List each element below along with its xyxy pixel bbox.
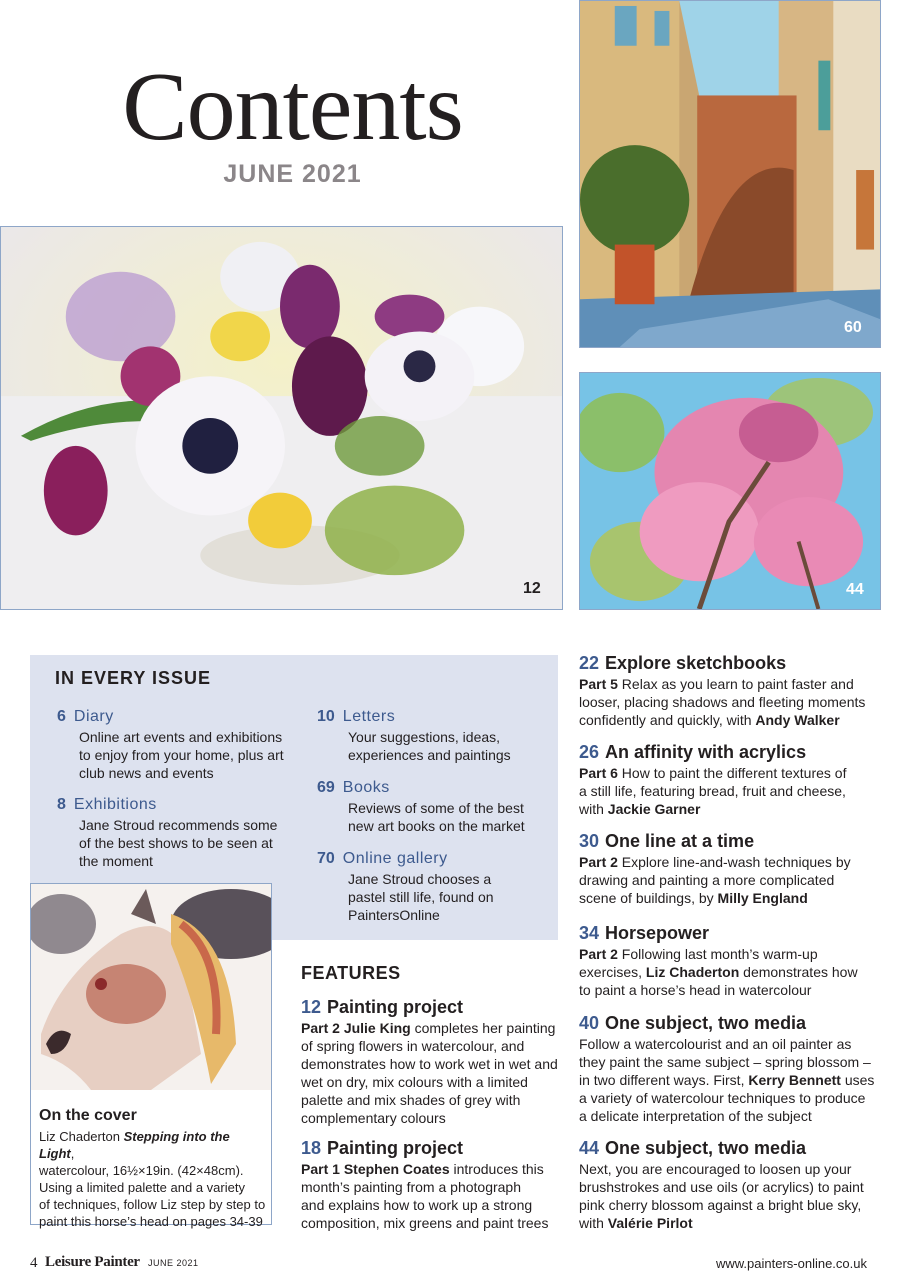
- feature-page-number: 26: [579, 742, 600, 762]
- features-heading: FEATURES: [301, 963, 401, 983]
- issue-item-label: Letters: [342, 708, 396, 725]
- feature-desc-line: exercises, Liz Chaderton demonstrates how: [579, 964, 858, 980]
- feature-desc-line: Part 2 Following last month’s warm-up: [579, 946, 818, 962]
- feature-title: Painting project: [327, 997, 464, 1017]
- feature-article[interactable]: [579, 652, 879, 729]
- cover-caption-line: paint this horse’s head on pages 34-39: [39, 1214, 263, 1229]
- cover-caption-line: watercolour, 16½×19in. (42×48cm).: [39, 1163, 244, 1178]
- feature-title: One subject, two media: [605, 1013, 807, 1033]
- cover-caption-line: ,: [70, 1146, 75, 1161]
- cover-artist: Liz Chaderton: [39, 1129, 120, 1144]
- issue-item-exhibitions[interactable]: [57, 795, 297, 870]
- issue-item-letters[interactable]: [317, 707, 552, 764]
- issue-item-label: Diary: [73, 708, 114, 725]
- issue-item-label: Online gallery: [342, 850, 448, 867]
- flowers-page-number: 12: [523, 580, 541, 597]
- feature-desc-line: in two different ways. First, Kerry Bennett uses: [579, 1072, 875, 1088]
- issue-item-desc: of the best shows to be seen at: [79, 835, 273, 851]
- feature-desc-line: with Valérie Pirlot: [579, 1215, 693, 1231]
- issue-item-number: 10: [317, 708, 335, 725]
- issue-item-desc: club news and events: [79, 765, 214, 781]
- feature-desc-line: Follow a watercolourist and an oil painter as: [579, 1036, 852, 1052]
- feature-desc-line: with Jackie Garner: [579, 801, 701, 817]
- issue-item-desc: Online art events and exhibitions: [79, 729, 283, 745]
- issue-item-number: 69: [317, 779, 335, 796]
- issue-item-desc: new art books on the market: [348, 818, 525, 834]
- feature-desc-line: composition, mix greens and paint trees: [301, 1215, 549, 1231]
- footer-brand: Leisure Painter: [45, 1254, 140, 1270]
- feature-page-number: 12: [301, 997, 322, 1017]
- feature-article[interactable]: [301, 996, 563, 1127]
- issue-item-desc: Your suggestions, ideas,: [348, 729, 501, 745]
- feature-page-number: 34: [579, 923, 600, 943]
- feature-desc-line: and explains how to work up a strong: [301, 1197, 533, 1213]
- feature-heading: [579, 1012, 879, 1034]
- feature-article[interactable]: [579, 1012, 879, 1125]
- feature-title: Explore sketchbooks: [605, 653, 787, 673]
- feature-page-number: 30: [579, 831, 600, 851]
- feature-desc-line: Part 2 Explore line-and-wash techniques by: [579, 854, 851, 870]
- feature-desc-line: to paint a horse’s head in watercolour: [579, 982, 812, 998]
- feature-desc-line: month’s painting from a photograph: [301, 1179, 521, 1195]
- street-painting: [579, 0, 881, 348]
- feature-desc-line: of spring flowers in watercolour, and: [301, 1038, 525, 1054]
- feature-article[interactable]: [579, 922, 879, 999]
- issue-item-number: 8: [57, 796, 66, 813]
- feature-title: Horsepower: [605, 923, 710, 943]
- feature-page-number: 18: [301, 1138, 322, 1158]
- feature-desc-line: palette and mix shades of grey with: [301, 1092, 521, 1108]
- cover-caption: [39, 1128, 267, 1230]
- issue-item-online-gallery[interactable]: [317, 849, 552, 924]
- feature-heading: [579, 1137, 879, 1159]
- issue-item-number: 6: [57, 708, 66, 725]
- page-title: Contents: [122, 53, 463, 161]
- issue-item-desc: the moment: [79, 853, 153, 869]
- issue-item-desc: experiences and paintings: [348, 747, 511, 763]
- cover-work-title: Stepping into the Light: [39, 1129, 230, 1161]
- feature-desc-line: Part 2 Julie King completes her painting: [301, 1020, 556, 1036]
- feature-heading: [579, 830, 879, 852]
- feature-title: Painting project: [327, 1138, 464, 1158]
- street-page-number: 60: [844, 319, 862, 336]
- issue-item-desc: to enjoy from your home, plus art: [79, 747, 284, 763]
- cover-heading: On the cover: [39, 1107, 137, 1124]
- feature-desc-line: Part 1 Stephen Coates introduces this: [301, 1161, 544, 1177]
- issue-item-desc: Reviews of some of the best: [348, 800, 524, 816]
- feature-desc-line: wet on dry, mix colours with a limited: [301, 1074, 528, 1090]
- feature-page-number: 22: [579, 653, 600, 673]
- feature-title: One subject, two media: [605, 1138, 807, 1158]
- feature-desc-line: Next, you are encouraged to loosen up your: [579, 1161, 852, 1177]
- issue-item-desc: pastel still life, found on: [348, 889, 494, 905]
- feature-title: An affinity with acrylics: [605, 742, 807, 762]
- feature-title: One line at a time: [605, 831, 755, 851]
- feature-desc-line: drawing and painting a more complicated: [579, 872, 835, 888]
- feature-heading: [301, 996, 563, 1018]
- footer-url[interactable]: www.painters-online.co.uk: [715, 1256, 867, 1271]
- feature-desc-line: Part 5 Relax as you learn to paint faster and: [579, 676, 854, 692]
- feature-desc-line: a variety of watercolour techniques to produce: [579, 1090, 866, 1106]
- feature-heading: [579, 741, 879, 763]
- horse-painting: [31, 884, 271, 1090]
- feature-article[interactable]: [579, 1137, 879, 1232]
- feature-page-number: 44: [579, 1138, 600, 1158]
- cover-caption-line: Using a limited palette and a variety: [39, 1180, 245, 1195]
- feature-desc-line: they paint the same subject – spring blossom –: [579, 1054, 871, 1070]
- issue-item-label: Exhibitions: [73, 796, 157, 813]
- feature-desc-line: brushstrokes and use oils (or acrylics) to paint: [579, 1179, 864, 1195]
- feature-desc-line: complementary colours: [301, 1110, 446, 1126]
- feature-desc-line: looser, placing shadows and fleeting moments: [579, 694, 866, 710]
- issue-date: JUNE 2021: [223, 160, 362, 188]
- issue-item-desc: PaintersOnline: [348, 907, 440, 923]
- flowers-painting: [0, 226, 563, 610]
- issue-item-number: 70: [317, 850, 335, 867]
- issue-item-desc: Jane Stroud recommends some: [79, 817, 278, 833]
- feature-heading: [579, 652, 879, 674]
- feature-desc-line: scene of buildings, by Milly England: [579, 890, 808, 906]
- feature-page-number: 40: [579, 1013, 600, 1033]
- footer-date: JUNE 2021: [148, 1258, 199, 1268]
- issue-item-label: Books: [342, 779, 390, 796]
- feature-desc-line: pink cherry blossom against a bright blue sky,: [579, 1197, 862, 1213]
- feature-heading: [301, 1137, 563, 1159]
- issue-item-books[interactable]: [317, 778, 552, 835]
- in-every-issue-heading: IN EVERY ISSUE: [55, 668, 212, 688]
- issue-item-diary[interactable]: [57, 707, 297, 782]
- feature-article[interactable]: [301, 1137, 563, 1232]
- feature-desc-line: a delicate interpretation of the subject: [579, 1108, 812, 1124]
- feature-desc-line: confidently and quickly, with Andy Walker: [579, 712, 840, 728]
- feature-desc-line: demonstrates how to work wet in wet and: [301, 1056, 558, 1072]
- feature-article[interactable]: [579, 741, 879, 818]
- feature-article[interactable]: [579, 830, 879, 907]
- cover-caption-line: of techniques, follow Liz step by step to: [39, 1197, 266, 1212]
- blossom-painting: [579, 372, 881, 610]
- feature-heading: [579, 922, 879, 944]
- blossom-page-number: 44: [846, 581, 864, 598]
- issue-item-desc: Jane Stroud chooses a: [348, 871, 492, 887]
- footer-page-number: 4: [30, 1255, 38, 1271]
- feature-desc-line: Part 6 How to paint the different textures of: [579, 765, 847, 781]
- feature-desc-line: a still life, featuring bread, fruit and cheese,: [579, 783, 846, 799]
